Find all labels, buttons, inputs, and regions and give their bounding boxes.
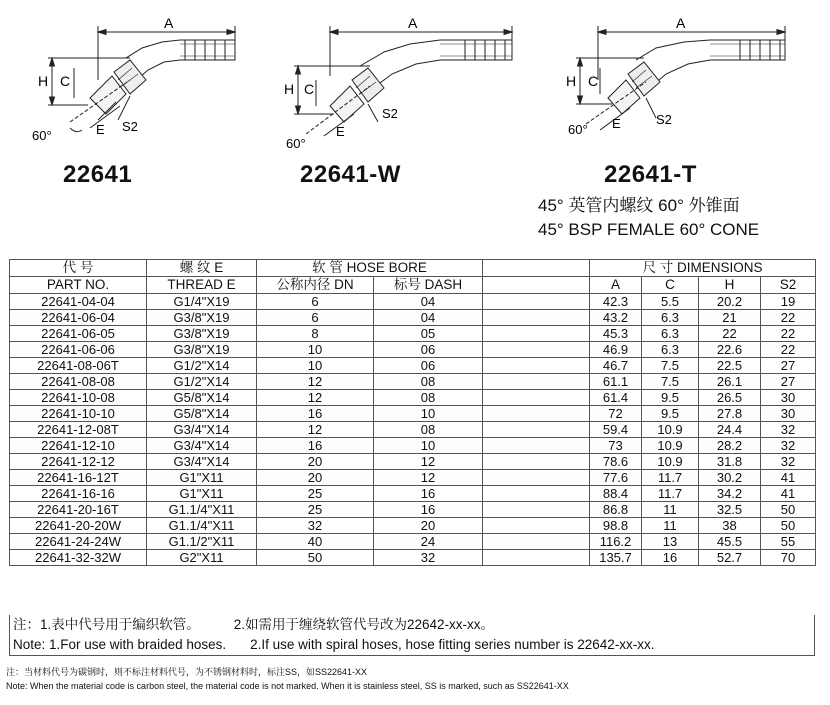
- cell-s2: 27: [761, 374, 816, 390]
- table-row: [10, 550, 816, 566]
- cell-h: 28.2: [699, 438, 761, 454]
- cell-c: 11: [642, 502, 699, 518]
- cell-part-no: 22641-16-12T: [10, 470, 147, 486]
- note-en-2: 2.If use with spiral hoses, hose fitting series number is 22642-xx-xx.: [250, 637, 655, 652]
- cell-part-no: 22641-16-16: [10, 486, 147, 502]
- cell-thread: G5/8"X14: [147, 390, 257, 406]
- cell-s2: 41: [761, 470, 816, 486]
- cell-c: 11.7: [642, 470, 699, 486]
- cell-blank: [483, 486, 590, 502]
- cell-s2: 70: [761, 550, 816, 566]
- cell-thread: G3/8"X19: [147, 342, 257, 358]
- fitting-drawing-22641: [30, 10, 270, 150]
- cell-dn: 6: [257, 310, 374, 326]
- cell-c: 16: [642, 550, 699, 566]
- cell-blank: [483, 294, 590, 310]
- cell-c: 11.7: [642, 486, 699, 502]
- table-row: [10, 534, 816, 550]
- cell-c: 6.3: [642, 342, 699, 358]
- cell-dn: 12: [257, 422, 374, 438]
- dim-h-label: H: [566, 73, 577, 89]
- cell-h: 22.6: [699, 342, 761, 358]
- dim-s2-label: S2: [122, 119, 138, 134]
- cell-thread: G1.1/4"X11: [147, 518, 257, 534]
- cell-part-no: 22641-06-05: [10, 326, 147, 342]
- cell-s2: 41: [761, 486, 816, 502]
- header-hose-bore: 软 管 HOSE BORE: [257, 260, 483, 277]
- description-en: 45° BSP FEMALE 60° CONE: [538, 220, 760, 239]
- cell-dn: 20: [257, 470, 374, 486]
- dim-c-label: C: [304, 81, 315, 97]
- cell-h: 52.7: [699, 550, 761, 566]
- dim-h-label: H: [38, 73, 49, 89]
- cell-c: 9.5: [642, 406, 699, 422]
- cell-dash: 10: [374, 406, 483, 422]
- cell-c: 9.5: [642, 390, 699, 406]
- cell-h: 30.2: [699, 470, 761, 486]
- dimension-table: [9, 259, 816, 566]
- cell-s2: 32: [761, 438, 816, 454]
- cell-a: 45.3: [590, 326, 642, 342]
- note-en-1: Note: 1.For use with braided hoses.: [13, 637, 227, 652]
- cell-a: 77.6: [590, 470, 642, 486]
- table-row: [10, 438, 816, 454]
- cell-blank: [483, 390, 590, 406]
- cell-c: 10.9: [642, 454, 699, 470]
- table-row: [10, 390, 816, 406]
- cell-a: 98.8: [590, 518, 642, 534]
- header-h: H: [699, 277, 761, 294]
- cell-dash: 08: [374, 390, 483, 406]
- cell-h: 45.5: [699, 534, 761, 550]
- cell-dash: 24: [374, 534, 483, 550]
- dim-s2-label: S2: [382, 106, 398, 121]
- cell-dash: 20: [374, 518, 483, 534]
- cell-dn: 12: [257, 374, 374, 390]
- cell-dash: 04: [374, 294, 483, 310]
- cell-part-no: 22641-20-20W: [10, 518, 147, 534]
- cell-h: 26.5: [699, 390, 761, 406]
- cell-s2: 27: [761, 358, 816, 374]
- cell-a: 135.7: [590, 550, 642, 566]
- table-row: [10, 358, 816, 374]
- cell-blank: [483, 534, 590, 550]
- header-s2: S2: [761, 277, 816, 294]
- cell-c: 11: [642, 518, 699, 534]
- cell-blank: [483, 422, 590, 438]
- cell-dash: 04: [374, 310, 483, 326]
- cell-c: 7.5: [642, 358, 699, 374]
- cell-c: 10.9: [642, 422, 699, 438]
- cell-c: 6.3: [642, 326, 699, 342]
- dim-c-label: C: [60, 73, 71, 89]
- cell-dn: 10: [257, 342, 374, 358]
- cell-blank: [483, 502, 590, 518]
- cell-s2: 22: [761, 342, 816, 358]
- dim-a-label: A: [164, 15, 174, 31]
- cell-c: 7.5: [642, 374, 699, 390]
- cell-dn: 8: [257, 326, 374, 342]
- table-body: [10, 294, 816, 566]
- cell-blank: [483, 438, 590, 454]
- cell-blank: [483, 358, 590, 374]
- cell-part-no: 22641-32-32W: [10, 550, 147, 566]
- cell-h: 27.8: [699, 406, 761, 422]
- cell-dn: 16: [257, 406, 374, 422]
- cell-thread: G3/8"X19: [147, 310, 257, 326]
- note-cn-2: 2.如需用于缠绕软管代号改为22642-xx-xx。: [233, 617, 495, 632]
- cell-h: 31.8: [699, 454, 761, 470]
- dim-a-label: A: [408, 15, 418, 31]
- cell-a: 88.4: [590, 486, 642, 502]
- note-line-cn: [10, 615, 814, 635]
- cell-thread: G3/8"X19: [147, 326, 257, 342]
- cell-part-no: 22641-04-04: [10, 294, 147, 310]
- header-dash: 标号 DASH: [374, 277, 483, 294]
- cell-part-no: 22641-12-08T: [10, 422, 147, 438]
- table-row: [10, 454, 816, 470]
- table-row: [10, 406, 816, 422]
- cell-thread: G2"X11: [147, 550, 257, 566]
- cell-blank: [483, 310, 590, 326]
- cell-s2: 50: [761, 502, 816, 518]
- cell-a: 78.6: [590, 454, 642, 470]
- table-row: [10, 486, 816, 502]
- cell-dash: 12: [374, 470, 483, 486]
- cell-h: 32.5: [699, 502, 761, 518]
- header-blank-2: [483, 277, 590, 294]
- cell-a: 42.3: [590, 294, 642, 310]
- table-row: [10, 326, 816, 342]
- table-row: [10, 310, 816, 326]
- cell-part-no: 22641-10-08: [10, 390, 147, 406]
- cell-h: 22: [699, 326, 761, 342]
- cell-thread: G3/4"X14: [147, 454, 257, 470]
- cell-a: 61.1: [590, 374, 642, 390]
- cell-dn: 6: [257, 294, 374, 310]
- dim-angle-label: 60°: [286, 136, 306, 150]
- cell-dash: 12: [374, 454, 483, 470]
- note-cn-1: 注：1.表中代号用于编织软管。: [13, 617, 200, 632]
- cell-h: 21: [699, 310, 761, 326]
- cell-thread: G3/4"X14: [147, 422, 257, 438]
- cell-part-no: 22641-20-16T: [10, 502, 147, 518]
- cell-blank: [483, 374, 590, 390]
- cell-thread: G1"X11: [147, 486, 257, 502]
- header-dn: 公称内径 DN: [257, 277, 374, 294]
- fitting-drawing-22641-w: [280, 10, 520, 150]
- cell-blank: [483, 470, 590, 486]
- cell-s2: 30: [761, 406, 816, 422]
- cell-dn: 40: [257, 534, 374, 550]
- dim-h-label: H: [284, 81, 295, 97]
- cell-s2: 50: [761, 518, 816, 534]
- cell-s2: 19: [761, 294, 816, 310]
- header-part-no: PART NO.: [10, 277, 147, 294]
- cell-dn: 25: [257, 502, 374, 518]
- fitting-drawing-22641-t: [560, 8, 800, 148]
- header-thread-en: THREAD E: [147, 277, 257, 294]
- cell-dash: 06: [374, 342, 483, 358]
- cell-dash: 16: [374, 486, 483, 502]
- cell-thread: G1.1/4"X11: [147, 502, 257, 518]
- cell-blank: [483, 342, 590, 358]
- table-row: [10, 518, 816, 534]
- cell-thread: G1/2"X14: [147, 358, 257, 374]
- header-thread-cn: 螺 纹 E: [147, 260, 257, 277]
- cell-s2: 30: [761, 390, 816, 406]
- cell-a: 73: [590, 438, 642, 454]
- cell-h: 20.2: [699, 294, 761, 310]
- cell-dash: 16: [374, 502, 483, 518]
- cell-c: 10.9: [642, 438, 699, 454]
- cell-a: 86.8: [590, 502, 642, 518]
- dim-angle-label: 60°: [32, 128, 52, 143]
- cell-dash: 05: [374, 326, 483, 342]
- part-number-title-22641: 22641: [63, 161, 133, 188]
- cell-c: 13: [642, 534, 699, 550]
- dim-a-label: A: [676, 15, 686, 31]
- cell-a: 46.7: [590, 358, 642, 374]
- cell-dn: 20: [257, 454, 374, 470]
- dim-e-label: E: [612, 116, 621, 131]
- cell-part-no: 22641-08-06T: [10, 358, 147, 374]
- cell-s2: 55: [761, 534, 816, 550]
- part-number-title-22641-w: 22641-W: [300, 161, 401, 188]
- cell-h: 26.1: [699, 374, 761, 390]
- note-line-en: [10, 635, 814, 655]
- cell-a: 61.4: [590, 390, 642, 406]
- cell-a: 43.2: [590, 310, 642, 326]
- dim-e-label: E: [96, 122, 105, 137]
- cell-dn: 32: [257, 518, 374, 534]
- cell-blank: [483, 454, 590, 470]
- cell-c: 6.3: [642, 310, 699, 326]
- cell-s2: 22: [761, 326, 816, 342]
- table-row: [10, 294, 816, 310]
- cell-a: 116.2: [590, 534, 642, 550]
- cell-thread: G1"X11: [147, 470, 257, 486]
- cell-dash: 32: [374, 550, 483, 566]
- table-row: [10, 470, 816, 486]
- header-blank: [483, 260, 590, 277]
- cell-dash: 08: [374, 374, 483, 390]
- material-footnote-cn: 注：当材料代号为碳钢时，则不标注材料代号，为不锈钢材料时，标注SS，如SS22641-XX: [6, 667, 368, 677]
- cell-blank: [483, 406, 590, 422]
- cell-a: 46.9: [590, 342, 642, 358]
- description-cn: 45° 英管内螺纹 60° 外锥面: [538, 196, 740, 215]
- material-footnote-en: Note: When the material code is carbon steel, the material code is not marked. When it is stainless steel, SS is marked, such as SS22641-XX: [6, 681, 569, 691]
- cell-thread: G3/4"X14: [147, 438, 257, 454]
- cell-dn: 10: [257, 358, 374, 374]
- cell-dn: 16: [257, 438, 374, 454]
- cell-dn: 50: [257, 550, 374, 566]
- header-a: A: [590, 277, 642, 294]
- table-row: [10, 502, 816, 518]
- table-row: [10, 422, 816, 438]
- cell-dash: 10: [374, 438, 483, 454]
- header-code-cn: 代 号: [10, 260, 147, 277]
- cell-h: 24.4: [699, 422, 761, 438]
- dim-s2-label: S2: [656, 112, 672, 127]
- cell-dash: 08: [374, 422, 483, 438]
- cell-thread: G5/8"X14: [147, 406, 257, 422]
- cell-c: 5.5: [642, 294, 699, 310]
- cell-part-no: 22641-24-24W: [10, 534, 147, 550]
- cell-part-no: 22641-10-10: [10, 406, 147, 422]
- table-row: [10, 342, 816, 358]
- cell-s2: 32: [761, 454, 816, 470]
- cell-dash: 06: [374, 358, 483, 374]
- cell-thread: G1/4"X19: [147, 294, 257, 310]
- dim-c-label: C: [588, 73, 599, 89]
- cell-part-no: 22641-12-12: [10, 454, 147, 470]
- cell-a: 72: [590, 406, 642, 422]
- cell-thread: G1.1/2"X11: [147, 534, 257, 550]
- cell-a: 59.4: [590, 422, 642, 438]
- dim-angle-label: 60°: [568, 122, 588, 137]
- cell-h: 22.5: [699, 358, 761, 374]
- part-number-title-22641-t: 22641-T: [604, 161, 697, 188]
- header-dimensions: 尺 寸 DIMENSIONS: [590, 260, 816, 277]
- cell-blank: [483, 326, 590, 342]
- cell-s2: 22: [761, 310, 816, 326]
- header-c: C: [642, 277, 699, 294]
- cell-part-no: 22641-06-06: [10, 342, 147, 358]
- cell-blank: [483, 550, 590, 566]
- dim-e-label: E: [336, 124, 345, 139]
- cell-part-no: 22641-08-08: [10, 374, 147, 390]
- notes-box: [9, 615, 815, 656]
- cell-blank: [483, 518, 590, 534]
- cell-part-no: 22641-12-10: [10, 438, 147, 454]
- cell-h: 34.2: [699, 486, 761, 502]
- cell-dn: 12: [257, 390, 374, 406]
- cell-s2: 32: [761, 422, 816, 438]
- cell-h: 38: [699, 518, 761, 534]
- table-row: [10, 374, 816, 390]
- cell-thread: G1/2"X14: [147, 374, 257, 390]
- cell-dn: 25: [257, 486, 374, 502]
- cell-part-no: 22641-06-04: [10, 310, 147, 326]
